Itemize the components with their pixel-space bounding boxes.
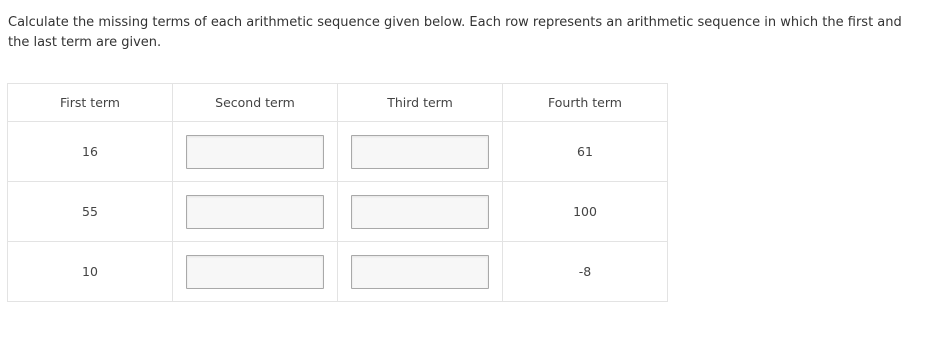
fourth-term-cell: 61	[503, 122, 668, 182]
third-term-cell	[338, 182, 503, 242]
first-term-cell: 10	[8, 242, 173, 302]
third-term-cell	[338, 122, 503, 182]
fourth-term-cell: 100	[503, 182, 668, 242]
header-third-term: Third term	[338, 84, 503, 122]
second-term-input[interactable]	[186, 135, 324, 169]
second-term-cell	[173, 242, 338, 302]
table-row	[8, 122, 668, 182]
table-row	[8, 182, 668, 242]
header-fourth-term: Fourth term	[503, 84, 668, 122]
table-row	[8, 242, 668, 302]
first-term-cell: 55	[8, 182, 173, 242]
sequence-table	[7, 83, 668, 302]
third-term-input[interactable]	[351, 195, 489, 229]
third-term-cell	[338, 242, 503, 302]
instructions-text: Calculate the missing terms of each arithmetic sequence given below. Each row represents an arithmetic sequence in which the first and the last term are given.	[8, 15, 902, 50]
fourth-term-cell: -8	[503, 242, 668, 302]
header-first-term: First term	[8, 84, 173, 122]
third-term-input[interactable]	[351, 255, 489, 289]
first-term-cell: 16	[8, 122, 173, 182]
third-term-input[interactable]	[351, 135, 489, 169]
header-second-term: Second term	[173, 84, 338, 122]
second-term-cell	[173, 182, 338, 242]
second-term-cell	[173, 122, 338, 182]
second-term-input[interactable]	[186, 195, 324, 229]
table-header-row	[8, 84, 668, 122]
second-term-input[interactable]	[186, 255, 324, 289]
